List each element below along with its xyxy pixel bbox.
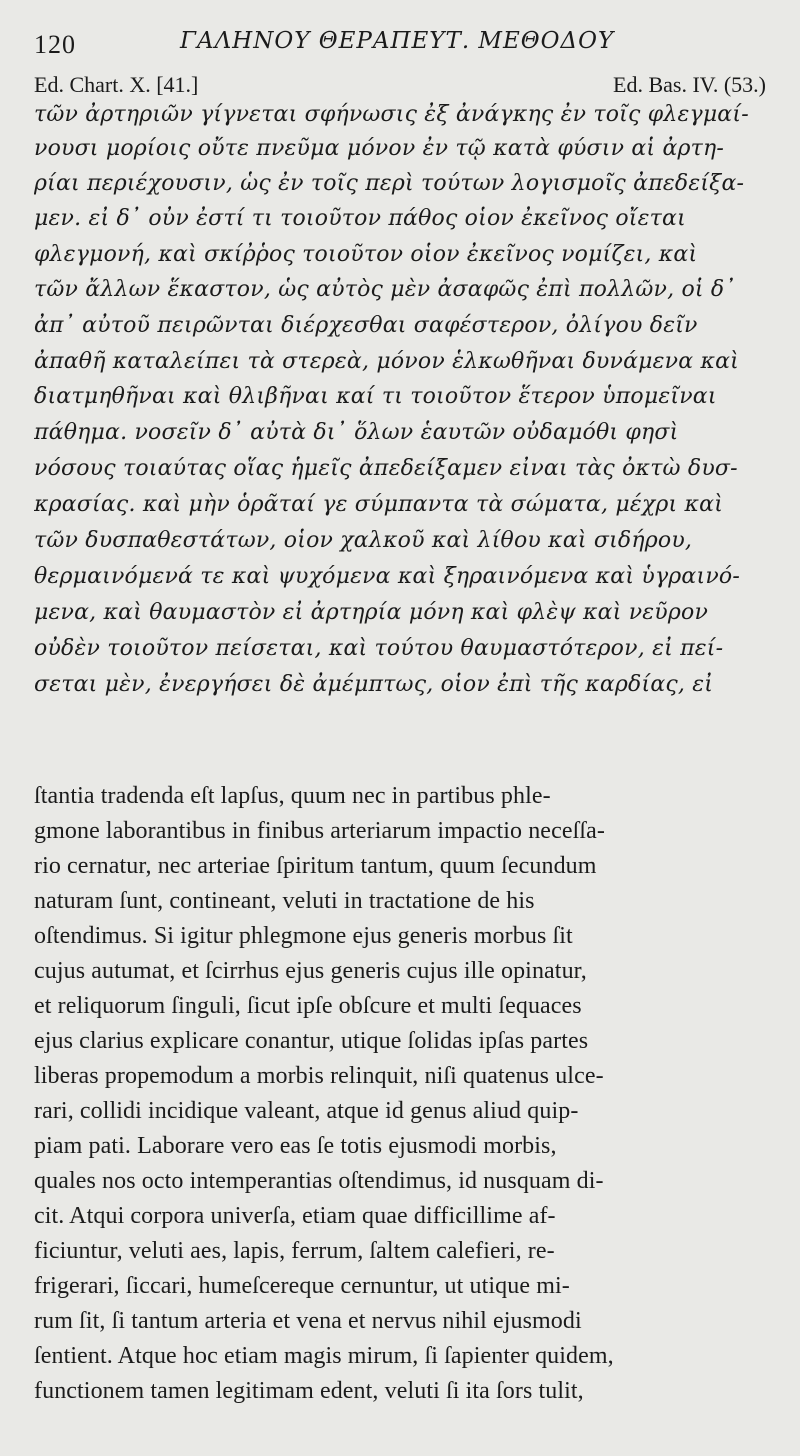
latin-line: rari, collidi incidique valeant, atque id genus aliud quip- <box>34 1098 579 1124</box>
greek-line: κρασίας. καὶ μὴν ὁρᾶταί γε σύμπαντα τὰ σώματα, μέχρι καὶ <box>34 492 724 517</box>
latin-line: rum ſit, ſi tantum arteria et vena et nervus nihil ejusmodi <box>34 1308 582 1334</box>
latin-line: ejus clarius explicare conantur, utique ſolidas ipſas partes <box>34 1028 589 1054</box>
page-number: 120 <box>34 30 76 59</box>
latin-line: rio cernatur, nec arteriae ſpiritum tantum, quum ſecundum <box>34 853 597 879</box>
greek-line: θερμαινόμενά τε καὶ ψυχόμενα καὶ ξηραινόμενα καὶ ὑγραινό- <box>34 564 740 589</box>
greek-line: σεται μὲν, ἐνεργήσει δὲ ἀμέμπτως, οἷον ἐπὶ τῆς καρδίας, εἰ <box>34 672 714 697</box>
latin-line: liberas propemodum a morbis relinquit, niſi quatenus ulce- <box>34 1063 604 1089</box>
latin-line: oſtendimus. Si igitur phlegmone ejus generis morbus ſit <box>34 923 573 949</box>
running-title: ΓΑΛΗΝΟΥ ΘΕΡΑΠΕΥΤ. ΜΕΘΟΔΟΥ <box>180 28 615 54</box>
greek-line: νουσι μορίοις οὔτε πνεῦμα μόνον ἐν τῷ κατὰ φύσιν αἱ ἀρτη- <box>34 136 725 161</box>
greek-line: ρίαι περιέχουσιν, ὡς ἐν τοῖς περὶ τούτων λογισμοῖς ἀπεδείξα- <box>34 171 745 196</box>
greek-line: τῶν ἄλλων ἕκαστον, ὡς αὐτὸς μὲν ἀσαφῶς ἐπὶ πολλῶν, οἱ δ᾽ <box>34 277 736 302</box>
greek-line: πάθημα. νοσεῖν δ᾽ αὐτὰ δι᾽ ὅλων ἑαυτῶν οὐδαμόθι φησὶ <box>34 420 679 445</box>
greek-line: τῶν ἀρτηριῶν γίγνεται σφήνωσις ἐξ ἀνάγκης ἐν τοῖς φλεγμαί- <box>34 102 749 127</box>
latin-line: functionem tamen legitimam edent, veluti ſi ita ſors tulit, <box>34 1378 584 1404</box>
latin-line: gmone laborantibus in finibus arteriarum impactio neceſſa- <box>34 818 605 844</box>
edition-ref-right: Ed. Bas. IV. (53.) <box>613 72 766 97</box>
latin-line: naturam ſunt, contineant, veluti in tractatione de his <box>34 888 535 914</box>
greek-line: φλεγμονή, καὶ σκίῤῥος τοιοῦτον οἷον ἐκεῖνος νομίζει, καὶ <box>34 242 698 267</box>
latin-line: piam pati. Laborare vero eas ſe totis ejusmodi morbis, <box>34 1133 557 1159</box>
greek-line: οὐδὲν τοιοῦτον πείσεται, καὶ τούτου θαυμαστότερον, εἰ πεί- <box>34 636 724 661</box>
greek-line: νόσους τοιαύτας οἵας ἡμεῖς ἀπεδείξαμεν εἶναι τὰς ὀκτὼ δυσ- <box>34 456 738 481</box>
latin-line: ficiuntur, veluti aes, lapis, ferrum, ſaltem calefieri, re- <box>34 1238 555 1264</box>
latin-line: cit. Atqui corpora univerſa, etiam quae difficillime af- <box>34 1203 556 1229</box>
edition-ref-left: Ed. Chart. X. [41.] <box>34 72 199 97</box>
greek-line: μενα, καὶ θαυμαστὸν εἰ ἀρτηρία μόνη καὶ φλὲψ καὶ νεῦρον <box>34 600 709 625</box>
greek-line: τῶν δυσπαθεστάτων, οἷον χαλκοῦ καὶ λίθου καὶ σιδήρου, <box>34 528 693 553</box>
latin-line: quales nos octo intemperantias oſtendimus, id nusquam di- <box>34 1168 604 1194</box>
greek-line: ἀπ᾽ αὐτοῦ πειρῶνται διέρχεσθαι σαφέστερον, ὀλίγου δεῖν <box>34 313 698 338</box>
latin-line: ſentient. Atque hoc etiam magis mirum, ſi ſapienter quidem, <box>34 1343 614 1369</box>
latin-line: cujus autumat, et ſcirrhus ejus generis cujus ille opinatur, <box>34 958 587 984</box>
greek-line: διατμηθῆναι καὶ θλιβῆναι καί τι τοιοῦτον ἕτερον ὑπομεῖναι <box>34 384 717 409</box>
greek-line: μεν. εἰ δ᾽ οὖν ἐστί τι τοιοῦτον πάθος οἷον ἐκεῖνος οἴεται <box>34 206 686 231</box>
latin-line: ſtantia tradenda eſt lapſus, quum nec in partibus phle- <box>34 783 551 809</box>
latin-line: et reliquorum ſinguli, ſicut ipſe obſcure et multi ſequaces <box>34 993 582 1019</box>
latin-line: frigerari, ſiccari, humeſcereque cernuntur, ut utique mi- <box>34 1273 570 1299</box>
greek-line: ἀπαθῆ καταλείπει τὰ στερεὰ, μόνον ἑλκωθῆναι δυνάμενα καὶ <box>34 349 739 374</box>
